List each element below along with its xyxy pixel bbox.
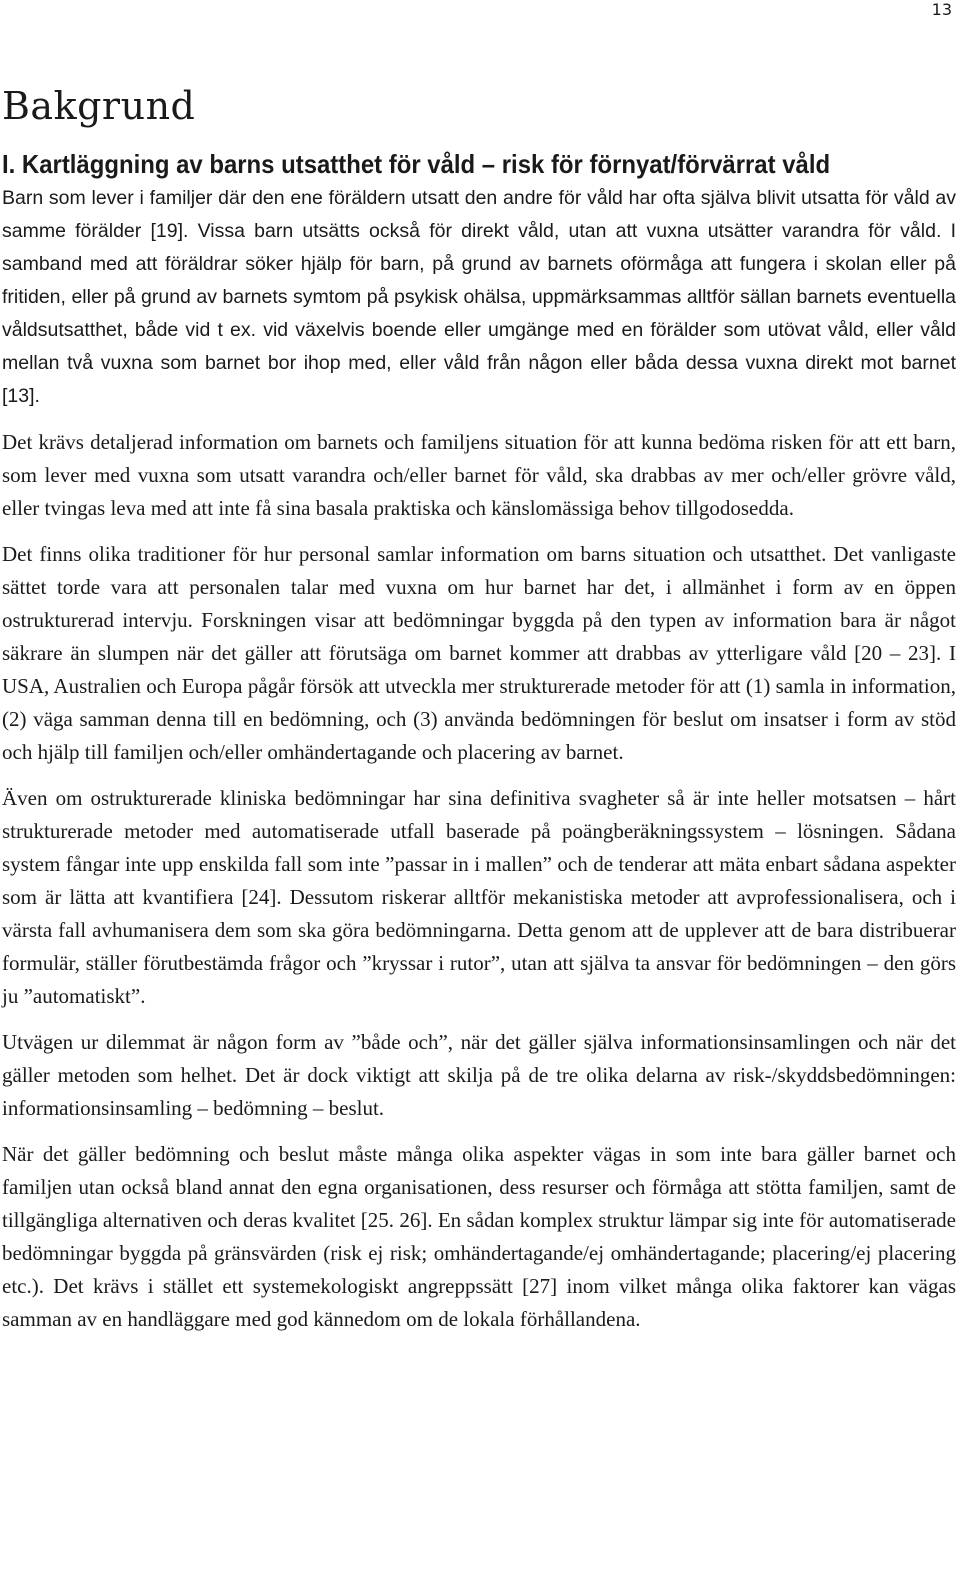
paragraph-1: Barn som lever i familjer där den ene föräldern utsatt den andre för våld har ofta själva blivit utsatta för våld av samme förälder [19]. Vissa barn utsätts också för direkt våld, utan att vuxna utsätter varandra för våld. I samband med att föräldrar söker hjälp för barn, på grund av barnets oförmåga att fungera i skolan eller på fritiden, eller på grund av barnets symtom på psykisk ohälsa, uppmärksammas alltför sällan barnets eventuella våldsutsatthet, både vid t ex. vid växelvis boende eller umgänge med en förälder som utövat våld, eller våld mellan två vuxna som barnet bor ihop med, eller våld från någon eller båda dessa vuxna direkt mot barnet [13]. [2,187,956,407]
section-heading: Bakgrund [2,84,196,128]
paragraph-6: När det gäller bedömning och beslut måste många olika aspekter vägas in som inte bara gäller barnet och familjen utan också bland annat den egna organisationen, dess resurser och förmåga att stötta familjen, samt de tillgängliga alternativen och deras kvalitet [25. 26]. En sådan komplex struktur lämpar sig inte för automatiserade bedömningar byggda på gränsvärden (risk ej risk; omhändertagande/ej omhändertagande; placering/ej placering etc.). Det krävs i stället ett systemekologiskt angreppssätt [27] inom vilket många olika faktorer kan vägas samman av en handläggare med god kännedom om de lokala förhållandena. [2,1142,956,1331]
paragraph-2: Det krävs detaljerad information om barnets och familjens situation för att kunna bedöma risken för att ett barn, som lever med vuxna som utsatt varandra och/eller barnet för våld, ska drabbas av mer och/eller grövre våld, eller tvingas leva med att inte få sina basala praktiska och känslomässiga behov tillgodosedda. [2,430,956,520]
paragraph-3: Det finns olika traditioner för hur personal samlar information om barns situation och utsatthet. Det vanligaste sättet torde vara att personalen talar med vuxna om hur barnet har det, i allmänhet i form av en öppen ostrukturerad intervju. Forskningen visar att bedömningar byggda på den typen av information bara är något säkrare än slumpen när det gäller att förutsäga om barnet kommer att drabbas av ytterligare våld [20 – 23]. I USA, Australien och Europa pågår försök att utveckla mer strukturerade metoder för att (1) samla in information, (2) väga samman denna till en bedömning, och (3) använda bedömningen för beslut om insatser i form av stöd och hjälp till familjen och/eller omhändertagande och placering av barnet. [2,542,956,764]
paragraph-4: Även om ostrukturerade kliniska bedömningar har sina definitiva svagheter så är inte heller motsatsen – hårt strukturerade metoder med automatiserade utfall baserade på poängberäkningssystem – lösningen. Sådana system fångar inte upp enskilda fall som inte ”passar in i mallen” och de tenderar att mäta enbart sådana aspekter som är lätta att kvantifiera [24]. Dessutom riskerar alltför mekanistiska metoder att avprofessionalisera, och i värsta fall avhumanisera dem som ska göra bedömningarna. Detta genom att de upplever att de bara distribuerar formulär, ställer förutbestämda frågor och ”kryssar i rutor”, utan att själva ta ansvar för bedömningen – den görs ju ”automatiskt”. [2,786,956,1008]
subsection-heading: I. Kartläggning av barns utsatthet för våld – risk för förnyat/förvärrat våld [2,149,831,179]
paragraph-5: Utvägen ur dilemmat är någon form av ”både och”, när det gäller själva informationsinsamlingen och när det gäller metoden som helhet. Det är dock viktigt att skilja på de tre olika delarna av risk-/skyddsbedömningen: informationsinsamling – bedömning – beslut. [2,1030,956,1120]
page-number: 13 [931,0,952,19]
document-body [2,82,956,1349]
